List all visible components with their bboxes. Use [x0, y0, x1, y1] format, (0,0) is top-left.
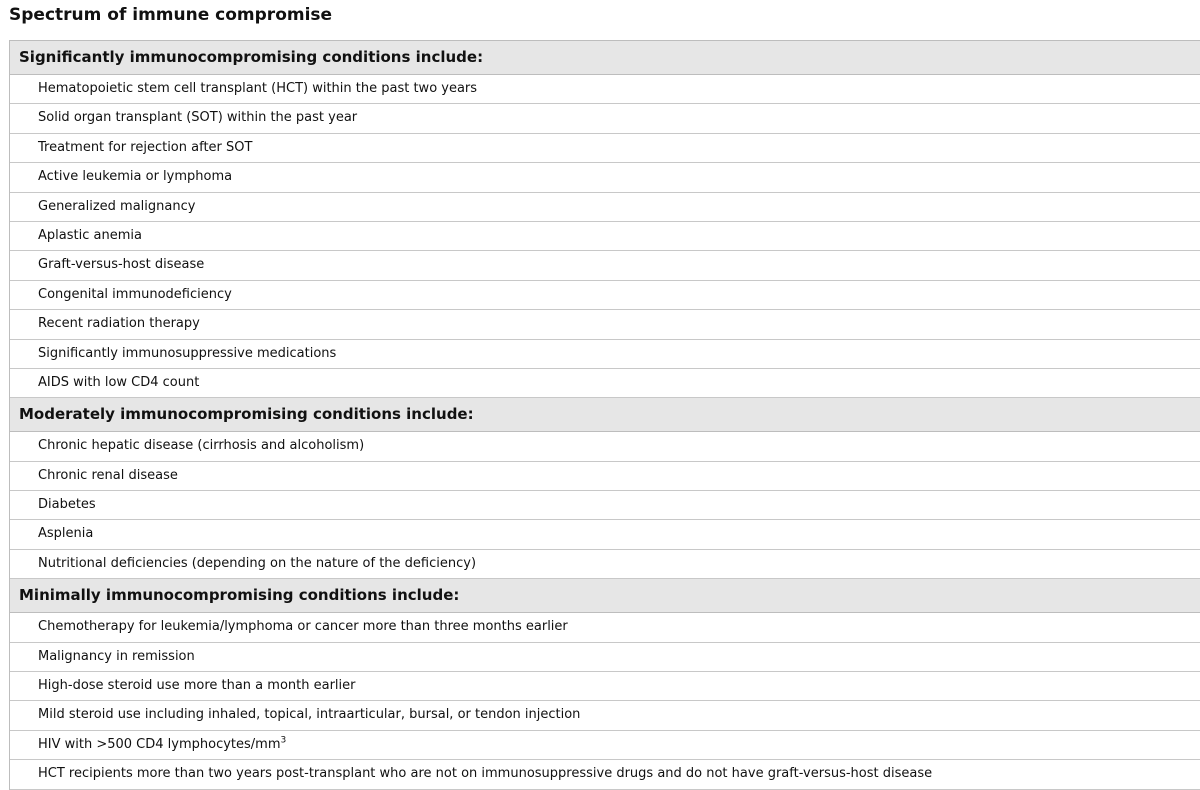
list-item: Hematopoietic stem cell transplant (HCT) within the past two years [10, 75, 1200, 104]
list-item: Nutritional deficiencies (depending on the nature of the deficiency) [10, 550, 1200, 579]
list-item: Graft-versus-host disease [10, 251, 1200, 280]
list-item: Congenital immunodeficiency [10, 281, 1200, 310]
list-item: Treatment for rejection after SOT [10, 134, 1200, 163]
superscript-exponent: 3 [280, 735, 287, 746]
list-item: Recent radiation therapy [10, 310, 1200, 339]
list-item: Diabetes [10, 491, 1200, 520]
immune-compromise-table [9, 40, 1200, 790]
list-item: AIDS with low CD4 count [10, 369, 1200, 398]
list-item-text: HIV with >500 CD4 lymphocytes/mm [38, 736, 281, 752]
list-item: Chemotherapy for leukemia/lymphoma or cancer more than three months earlier [10, 613, 1200, 642]
list-item: Mild steroid use including inhaled, topical, intraarticular, bursal, or tendon injection [10, 701, 1200, 730]
list-item: Asplenia [10, 520, 1200, 549]
list-item: Chronic renal disease [10, 462, 1200, 491]
page-title: Spectrum of immune compromise [9, 5, 333, 25]
list-item [10, 731, 1200, 760]
list-item: Chronic hepatic disease (cirrhosis and alcoholism) [10, 432, 1200, 461]
list-item: Malignancy in remission [10, 643, 1200, 672]
list-item: Significantly immunosuppressive medications [10, 340, 1200, 369]
list-item: Generalized malignancy [10, 193, 1200, 222]
section-header-minimal: Minimally immunocompromising conditions include: [10, 579, 1200, 613]
section-header-moderate: Moderately immunocompromising conditions include: [10, 398, 1200, 432]
list-item: HCT recipients more than two years post-transplant who are not on immunosuppressive drugs and do not have graft-versus-host disease [10, 760, 1200, 789]
list-item: High-dose steroid use more than a month earlier [10, 672, 1200, 701]
list-item: Active leukemia or lymphoma [10, 163, 1200, 192]
list-item: Aplastic anemia [10, 222, 1200, 251]
list-item: Solid organ transplant (SOT) within the past year [10, 104, 1200, 133]
section-header-significant: Significantly immunocompromising conditions include: [10, 41, 1200, 75]
